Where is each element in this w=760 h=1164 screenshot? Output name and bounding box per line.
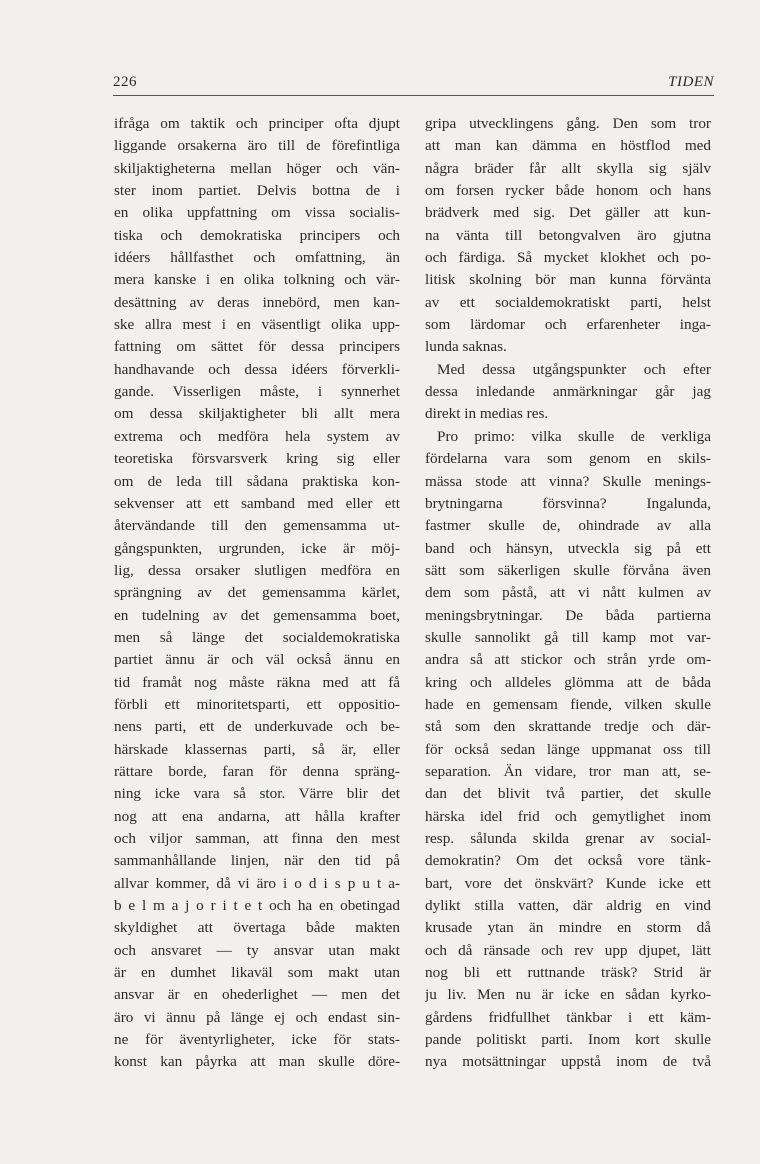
text-line: är en dumhet likaväl som makt utan bbox=[114, 964, 400, 982]
text-line: direkt in medias res. bbox=[425, 405, 549, 423]
text-line: tiska och demokratiska principers och bbox=[114, 226, 400, 244]
text-line: om forsen rycker både honom och hans bbox=[425, 182, 711, 200]
text-line: skyldighet att övertaga både makten bbox=[114, 919, 400, 937]
text-line: och viljor samman, att finna den mest bbox=[114, 830, 400, 847]
text-line: ne för äventyrligheter, icke för stats- bbox=[114, 1031, 400, 1049]
text-line: dessa inledande anmärkningar går jag bbox=[425, 383, 711, 401]
text-line: nog bli ett ruttnande träsk? Strid är bbox=[425, 964, 711, 982]
running-title: TIDEN bbox=[668, 74, 714, 90]
text-line: dem som påstå, att vi nått kulmen av bbox=[425, 584, 711, 602]
text-line: na vänta till betongvalven äro gjutna bbox=[425, 226, 711, 244]
text-line: fastmer skulle de, ohindrade av alla bbox=[425, 517, 711, 535]
text-line: om de leda till sådana praktiska kon- bbox=[114, 472, 400, 490]
left-column bbox=[114, 113, 400, 1074]
text-line: separation. Än vidare, tror man att, se- bbox=[425, 762, 711, 780]
text-line: och ansvaret — ty ansvar utan makt bbox=[114, 941, 400, 959]
text-line: rättare borde, faran för denna spräng- bbox=[114, 762, 400, 780]
text-line: andra så att stickor och strån yrde om- bbox=[425, 651, 711, 669]
text-line: nya motsättningar uppstå inom de två bbox=[425, 1053, 711, 1071]
text-line: ifråga om taktik och principer ofta djupt bbox=[114, 115, 400, 132]
text-line: konst kan påyrka att man skulle döre- bbox=[114, 1053, 400, 1071]
text-line: Med dessa utgångspunkter och efter bbox=[437, 360, 711, 378]
text-line: brytningarna försvinna? Ingalunda, bbox=[425, 494, 711, 512]
text-line: mera kanske i en olika tolkning och vär- bbox=[114, 271, 400, 289]
text-line: en tudelning av det gemensamma boet, bbox=[114, 606, 400, 624]
text-line: allvar kommer, då vi äro i o d i s p u t a- bbox=[114, 874, 400, 892]
header-rule bbox=[113, 95, 714, 96]
text-line: men så länge det socialdemokratiska bbox=[114, 628, 400, 646]
text-line: tid framåt nog måste räkna med att få bbox=[114, 673, 400, 691]
text-line: hade en gemensam fiende, vilken skulle bbox=[425, 695, 711, 713]
text-line: lig, dessa orsaker slutligen medföra en bbox=[114, 561, 400, 579]
text-line: gripa utvecklingens gång. Den som tror bbox=[425, 115, 711, 132]
text-line: sekvenser att ett samband med eller ett bbox=[114, 494, 400, 512]
text-line: Pro primo: vilka skulle de verkliga bbox=[437, 427, 711, 445]
text-line: partiet ännu är och väl också ännu en bbox=[114, 651, 400, 669]
text-line: resp. sålunda skilda grenar av social- bbox=[425, 830, 711, 847]
text-line: teoretiska försvarsverk kring sig eller bbox=[114, 450, 400, 468]
text-line: återvändande till den gemensamma ut- bbox=[114, 517, 400, 535]
text-line: litisk skolning bör man kunna förvänta bbox=[425, 271, 711, 289]
text-line: förbli ett minoritetsparti, ett oppositio- bbox=[114, 695, 400, 713]
text-line: och färdiga. Så mycket klokhet och po- bbox=[425, 249, 711, 267]
text-line: b e l m a j o r i t e t och ha en obetingad bbox=[114, 897, 400, 915]
text-line: fattning om sättet för dessa principers bbox=[114, 338, 400, 356]
text-line: gångspunkten, urgrunden, icke är möj- bbox=[114, 539, 400, 557]
page-header bbox=[113, 74, 714, 98]
text-line: bart, vore det önskvärt? Kunde icke ett bbox=[425, 874, 711, 892]
text-line: mässa stode att vinna? Skulle menings- bbox=[425, 472, 711, 490]
text-line: sammanhållande linjen, när den tid på bbox=[114, 852, 400, 870]
text-line: skiljaktigheterna mellan höger och vän- bbox=[114, 159, 400, 177]
text-line: sätt som säkerligen skulle förvåna även bbox=[425, 561, 711, 579]
text-line: lunda saknas. bbox=[425, 338, 507, 356]
text-line: idéers hållfasthet och omfattning, än bbox=[114, 249, 400, 267]
text-line: krusade ytan än mindre en storm då bbox=[425, 919, 711, 937]
text-line: sprängning av det gemensamma kärlet, bbox=[114, 584, 400, 602]
text-line: meningsbrytningar. De båda partierna bbox=[425, 606, 711, 624]
text-line: äro vi ännu på länge ej och endast sin- bbox=[114, 1008, 400, 1026]
text-line: härskade klassernas parti, så är, eller bbox=[114, 740, 400, 758]
text-line: härska idel frid och gemytlighet inom bbox=[425, 807, 711, 825]
text-line: ju liv. Men nu är icke en sådan kyrko- bbox=[425, 986, 711, 1004]
text-line: extrema och medföra hela system av bbox=[114, 427, 400, 445]
text-line: pande politiskt parti. Inom kort skulle bbox=[425, 1031, 711, 1049]
text-line: desättning av deras innebörd, men kan- bbox=[114, 293, 400, 311]
text-line: nens parti, ett de underkuvade och be- bbox=[114, 718, 400, 736]
right-column bbox=[425, 113, 711, 1074]
text-line: av ett socialdemokratiskt parti, helst bbox=[425, 293, 711, 311]
text-line: ansvar är en ohederlighet — men det bbox=[114, 986, 400, 1004]
text-line: skulle sannolikt gå till kamp mot var- bbox=[425, 628, 711, 646]
text-line: ske allra mest i en väsentligt olika upp- bbox=[114, 316, 400, 334]
text-line: demokratin? Om det också vore tänk- bbox=[425, 852, 711, 870]
text-line: fördelarna vara som genom en skils- bbox=[425, 450, 711, 468]
text-line: liggande orsakerna äro till de förefintliga bbox=[114, 137, 400, 155]
text-line: handhavande och dessa idéers förverkli- bbox=[114, 360, 400, 378]
text-line: ster inom partiet. Delvis bottna de i bbox=[114, 182, 400, 200]
text-line: om dessa skiljaktigheter bli allt mera bbox=[114, 405, 400, 423]
text-line: några bräder får allt skylla sig själv bbox=[425, 159, 711, 177]
page-number: 226 bbox=[113, 74, 137, 90]
text-line: nog att ena andarna, att hålla krafter bbox=[114, 807, 400, 825]
text-line: en olika uppfattning om vissa socialis- bbox=[114, 204, 400, 222]
text-line: som lärdomar och erfarenheter inga- bbox=[425, 316, 711, 334]
text-line: gande. Visserligen måste, i synnerhet bbox=[114, 383, 400, 401]
text-line: brädverk med sig. Det gäller att kun- bbox=[425, 204, 711, 222]
text-line: band och hänsyn, utveckla sig på ett bbox=[425, 539, 711, 557]
text-line: och då ränsade och rev upp djupet, lätt bbox=[425, 941, 711, 959]
text-line: stå som den skrattande tredje och där- bbox=[425, 718, 711, 736]
text-line: ning icke vara så stor. Värre blir det bbox=[114, 785, 400, 803]
text-line: för också sedan länge uppmanat oss till bbox=[425, 740, 711, 758]
text-line: att man kan dämma en höstflod med bbox=[425, 137, 711, 155]
text-line: kring och alldeles glömma att de båda bbox=[425, 673, 711, 691]
text-line: gårdens fridfullhet tänkbar i ett käm- bbox=[425, 1008, 711, 1026]
text-line: dylikt stilla vatten, där aldrig en vind bbox=[425, 897, 711, 915]
text-line: dan det blivit två partier, det skulle bbox=[425, 785, 711, 803]
